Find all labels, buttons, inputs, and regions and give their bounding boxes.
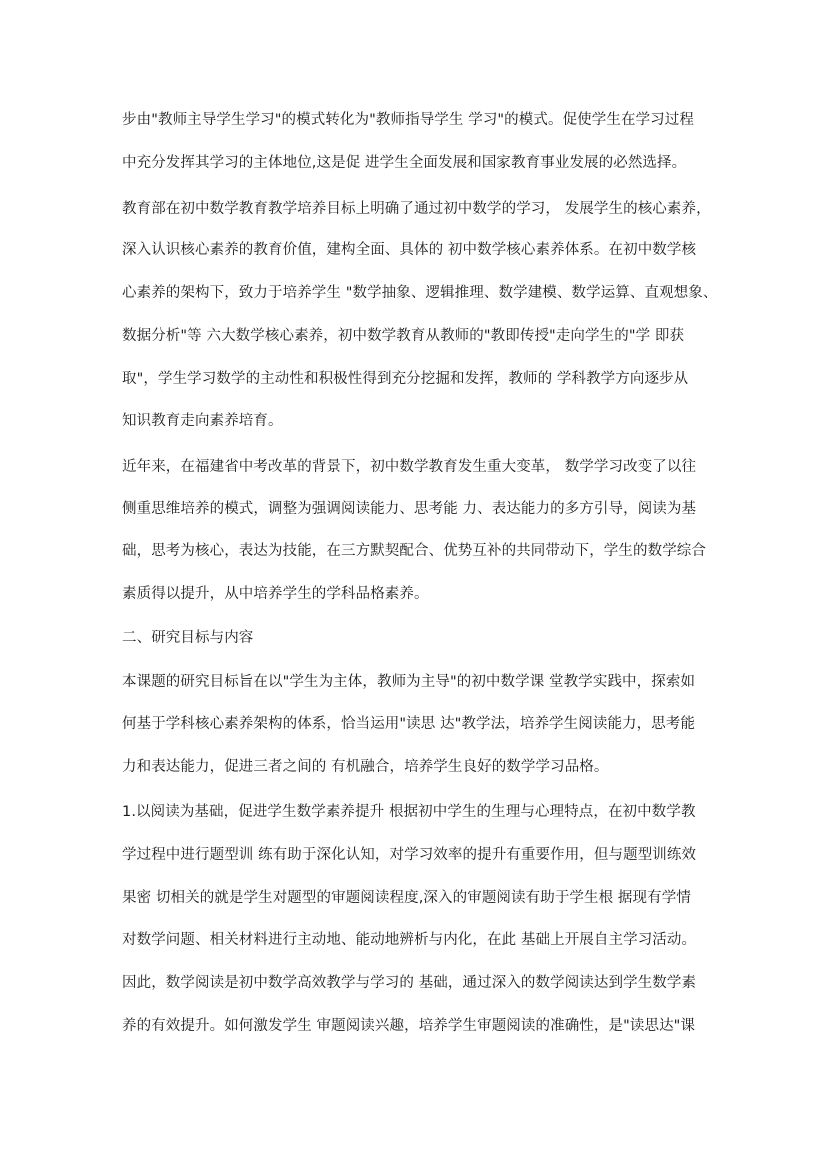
text-line: 础，思考为核心，表达为技能，在三方默契配合、优势互补的共同带动下，学生的数学综合	[122, 543, 706, 559]
text-line: 知识教育走向素养培育。	[122, 413, 283, 429]
text-line: 近年来，在福建省中考改革的背景下，初中数学教育发生重大变革， 数学学习改变了以往	[122, 459, 697, 475]
text-line: 养的有效提升。如何激发学生 审题阅读兴趣，培养学生审题阅读的准确性，是"读思达"课	[122, 1018, 696, 1034]
text-line: 何基于学科核心素养架构的体系，恰当运用"读思 达"教学法，培养学生阅读能力，思考能	[122, 716, 696, 732]
text-line: 1.以阅读为基础，促进学生数学素养提升 根据初中学生的生理与心理特点，在初中数学教	[122, 804, 696, 820]
text-line: 对数学问题、相关材料进行主动地、能动地辨析与内化，在此 基础上开展自主学习活动。	[122, 932, 697, 948]
text-line: 数据分析"等 六大数学核心素养，初中数学教育从教师的"教即传授"走向学生的"学 即获	[122, 328, 685, 344]
text-line: 深入认识核心素养的教育价值，建构全面、具体的 初中数学核心素养体系。在初中数学核	[122, 242, 697, 258]
text-line: 学过程中进行题型训 练有助于深化认知，对学习效率的提升有重要作用，但与题型训练效	[122, 847, 697, 863]
text-line: 因此，数学阅读是初中数学高效教学与学习的 基础，通过深入的数学阅读达到学生数学素	[122, 975, 697, 991]
text-line: 教育部在初中数学教育教学培养目标上明确了通过初中数学的学习， 发展学生的核心素养，	[122, 201, 711, 217]
text-line: 取"，学生学习数学的主动性和积极性得到充分挖掘和发挥，教师的 学科教学方向逐步从	[122, 371, 689, 387]
text-line: 果密 切相关的就是学生对题型的审题阅读程度,深入的审题阅读有助于学生根 据现有学情	[122, 890, 691, 906]
text-line: 素质得以提升，从中培养学生的学科品格素养。	[122, 586, 429, 602]
text-line: 心素养的架构下，致力于培养学生 "数学抽象、逻辑推理、数学建模、数学运算、直观想象、	[122, 285, 718, 301]
text-line: 中充分发挥其学习的主体地位,这是促 进学生全面发展和国家教育事业发展的必然选择。	[122, 155, 687, 171]
text-line: 力和表达能力，促进三者之间的 有机融合，培养学生良好的数学学习品格。	[122, 759, 609, 775]
text-line: 本课题的研究目标旨在以"学生为主体，教师为主导"的初中数学课 堂教学实践中，探索如	[122, 674, 696, 690]
text-line: 步由"教师主导学生学习"的模式转化为"教师指导学生 学习"的模式。促使学生在学习过程	[122, 112, 694, 128]
text-line: 侧重思维培养的模式，调整为强调阅读能力、思考能 力、表达能力的多方引导，阅读为基	[122, 501, 697, 517]
section-heading: 二、研究目标与内容	[122, 630, 254, 646]
